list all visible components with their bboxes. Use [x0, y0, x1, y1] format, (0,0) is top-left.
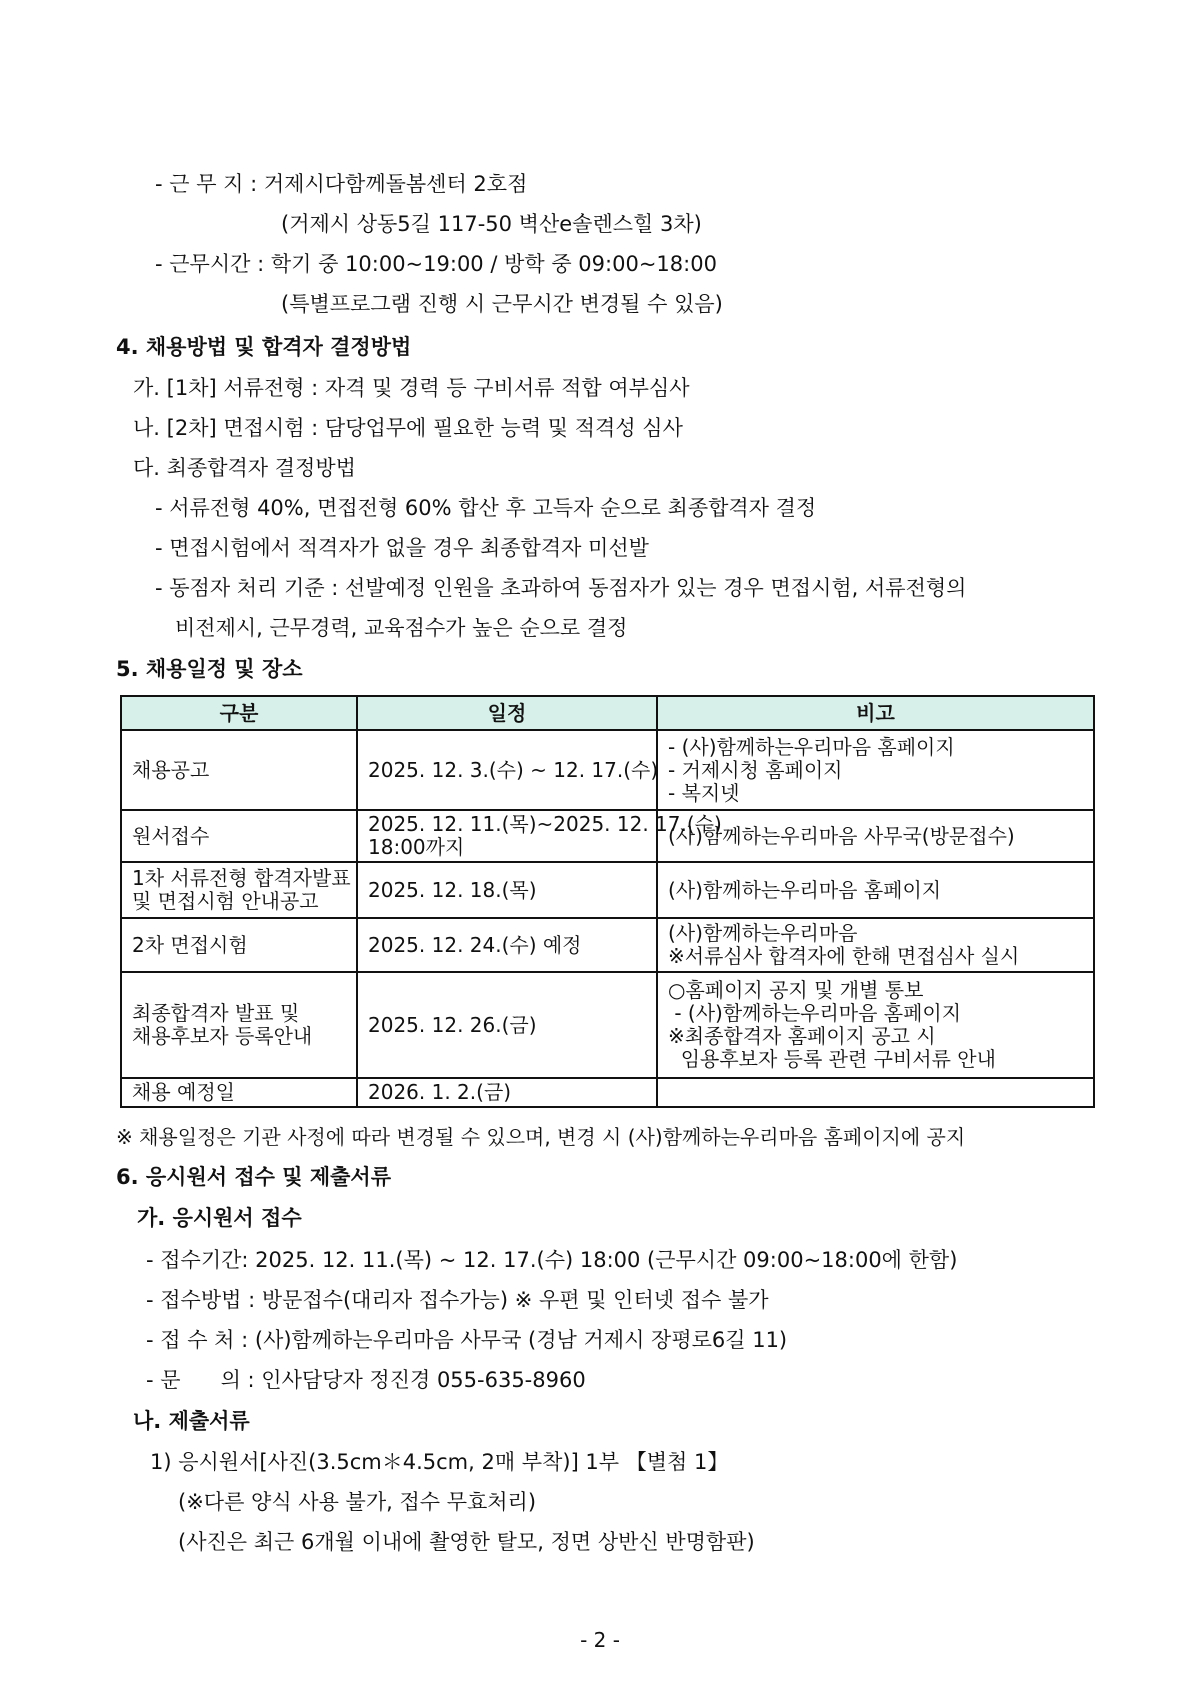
cell-note [657, 1078, 1094, 1107]
section4-title: 4. 채용방법 및 합격자 결정방법 [116, 335, 412, 359]
work-address-line: (거제시 상동5길 117-50 벽산e솔렌스힐 3차) [281, 212, 702, 236]
work-hours-note: (특별프로그램 진행 시 근무시간 변경될 수 있음) [281, 292, 723, 316]
section4-sub-3-cont: 비전제시, 근무경력, 교육점수가 높은 순으로 결정 [175, 616, 628, 640]
section6-b-item-1-note: (※다른 양식 사용 불가, 접수 무효처리) [178, 1490, 537, 1514]
cell-category: 채용 예정일 [121, 1078, 357, 1107]
section4-item-b: 나. [2차] 면접시험 : 담당업무에 필요한 능력 및 적격성 심사 [133, 416, 683, 440]
header-category: 구분 [121, 696, 357, 730]
work-hours-line: - 근무시간 : 학기 중 10:00~19:00 / 방학 중 09:00~18:00 [155, 252, 717, 276]
cell-note: (사)함께하는우리마음 ※서류심사 합격자에 한해 면접심사 실시 [657, 918, 1094, 972]
section6-b-item-1-photo: (사진은 최근 6개월 이내에 촬영한 탈모, 정면 상반신 반명함판) [178, 1530, 755, 1554]
page-number: - 2 - [580, 1628, 620, 1652]
cell-date: 2025. 12. 24.(수) 예정 [357, 918, 657, 972]
section6-a-item-1: - 접수기간: 2025. 12. 11.(목) ~ 12. 17.(수) 18:00 (근무시간 09:00~18:00에 한함) [146, 1248, 958, 1272]
work-place-line: - 근 무 지 : 거제시다함께돌봄센터 2호점 [155, 172, 528, 196]
section6-b-item-1: 1) 응시원서[사진(3.5cm＊4.5cm, 2매 부착)] 1부 【별첨 1】 [150, 1450, 729, 1474]
section6-b-title: 나. 제출서류 [133, 1409, 250, 1433]
table-row [121, 730, 1094, 810]
cell-note: (사)함께하는우리마음 홈페이지 [657, 862, 1094, 918]
cell-date: 2025. 12. 11.(목)~2025. 12. 17.(수) 18:00까지 [357, 810, 657, 862]
section6-a-item-2: - 접수방법 : 방문접수(대리자 접수가능) ※ 우편 및 인터넷 접수 불가 [146, 1288, 769, 1312]
section5-title: 5. 채용일정 및 장소 [116, 657, 303, 681]
table-row [121, 972, 1094, 1078]
section6-title: 6. 응시원서 접수 및 제출서류 [116, 1165, 391, 1189]
cell-date: 2025. 12. 18.(목) [357, 862, 657, 918]
schedule-table [120, 695, 1095, 1108]
table-row [121, 862, 1094, 918]
table-row [121, 1078, 1094, 1107]
section4-sub-3: - 동점자 처리 기준 : 선발예정 인원을 초과하여 동점자가 있는 경우 면접시험, 서류전형의 [155, 576, 967, 600]
cell-category: 원서접수 [121, 810, 357, 862]
header-note: 비고 [657, 696, 1094, 730]
schedule-header-row [121, 696, 1094, 730]
cell-note: (사)함께하는우리마음 사무국(방문접수) [657, 810, 1094, 862]
section6-a-item-3: - 접 수 처 : (사)함께하는우리마음 사무국 (경남 거제시 장평로6길 11) [146, 1328, 788, 1352]
section4-sub-2: - 면접시험에서 적격자가 없을 경우 최종합격자 미선발 [155, 536, 649, 560]
cell-date: 2026. 1. 2.(금) [357, 1078, 657, 1107]
table-row [121, 918, 1094, 972]
cell-category: 1차 서류전형 합격자발표 및 면접시험 안내공고 [121, 862, 357, 918]
section6-a-item-4: - 문 의 : 인사담당자 정진경 055-635-8960 [146, 1368, 586, 1392]
table-row [121, 810, 1094, 862]
section6-a-title: 가. 응시원서 접수 [137, 1206, 302, 1230]
cell-date: 2025. 12. 26.(금) [357, 972, 657, 1078]
cell-date: 2025. 12. 3.(수) ~ 12. 17.(수) [357, 730, 657, 810]
cell-note: ○홈페이지 공지 및 개별 통보 - (사)함께하는우리마음 홈페이지 ※최종합격자 홈페이지 공고 시 임용후보자 등록 관련 구비서류 안내 [657, 972, 1094, 1078]
cell-category: 2차 면접시험 [121, 918, 357, 972]
cell-category: 최종합격자 발표 및 채용후보자 등록안내 [121, 972, 357, 1078]
schedule-footnote: ※ 채용일정은 기관 사정에 따라 변경될 수 있으며, 변경 시 (사)함께하는우리마음 홈페이지에 공지 [116, 1125, 966, 1149]
cell-note: - (사)함께하는우리마음 홈페이지 - 거제시청 홈페이지 - 복지넷 [657, 730, 1094, 810]
cell-category: 채용공고 [121, 730, 357, 810]
section4-item-a: 가. [1차] 서류전형 : 자격 및 경력 등 구비서류 적합 여부심사 [133, 376, 690, 400]
section4-sub-1: - 서류전형 40%, 면접전형 60% 합산 후 고득자 순으로 최종합격자 결정 [155, 496, 817, 520]
header-date: 일정 [357, 696, 657, 730]
section4-item-c: 다. 최종합격자 결정방법 [133, 456, 356, 480]
